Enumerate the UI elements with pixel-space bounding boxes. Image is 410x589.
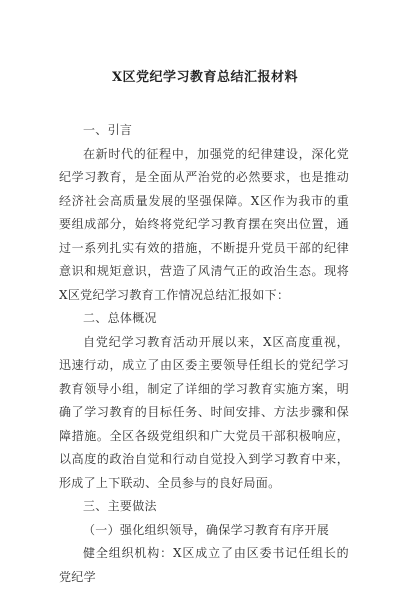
section-paragraph-organization: 健全组织机构：X区成立了由区委书记任组长的党纪学 bbox=[59, 546, 349, 584]
document-body bbox=[59, 119, 349, 589]
section-heading-introduction: 一、引言 bbox=[83, 123, 133, 137]
section-heading-main-practices: 三、主要做法 bbox=[83, 499, 157, 513]
section-subheading-organization: （一）强化组织领导，确保学习教育有序开展 bbox=[83, 522, 330, 537]
section-paragraph-overview: 自党纪学习教育活动开展以来，X区高度重视，迅速行动，成立了由区委主要领导任组长的党纪学习教育领导小组，制定了详细的学习教育实施方案，明确了学习教育的目标任务、时间安排、方法步骤和保障措施。全区各级党组织和广大党员干部积极响应，以高度的政治自觉和行动自觉投入到学习教育中来，形成了上下联动、全员参与的良好局面。 bbox=[59, 334, 349, 490]
document-title: X区党纪学习教育总结汇报材料 bbox=[111, 70, 299, 85]
section-paragraph-introduction: 在新时代的征程中，加强党的纪律建设，深化党纪学习教育，是全面从严治党的必然要求，也是推动经济社会高质量发展的坚强保障。X区作为我市的重要组成部分，始终将党纪学习教育摆在突出位置，通过一系列扎实有效的措施，不断提升党员干部的纪律意识和规矩意识，营造了风清气正的政治生态。现将X区党纪学习教育工作情况总结汇报如下： bbox=[59, 146, 349, 302]
section-heading-overview: 二、总体概况 bbox=[83, 311, 157, 325]
